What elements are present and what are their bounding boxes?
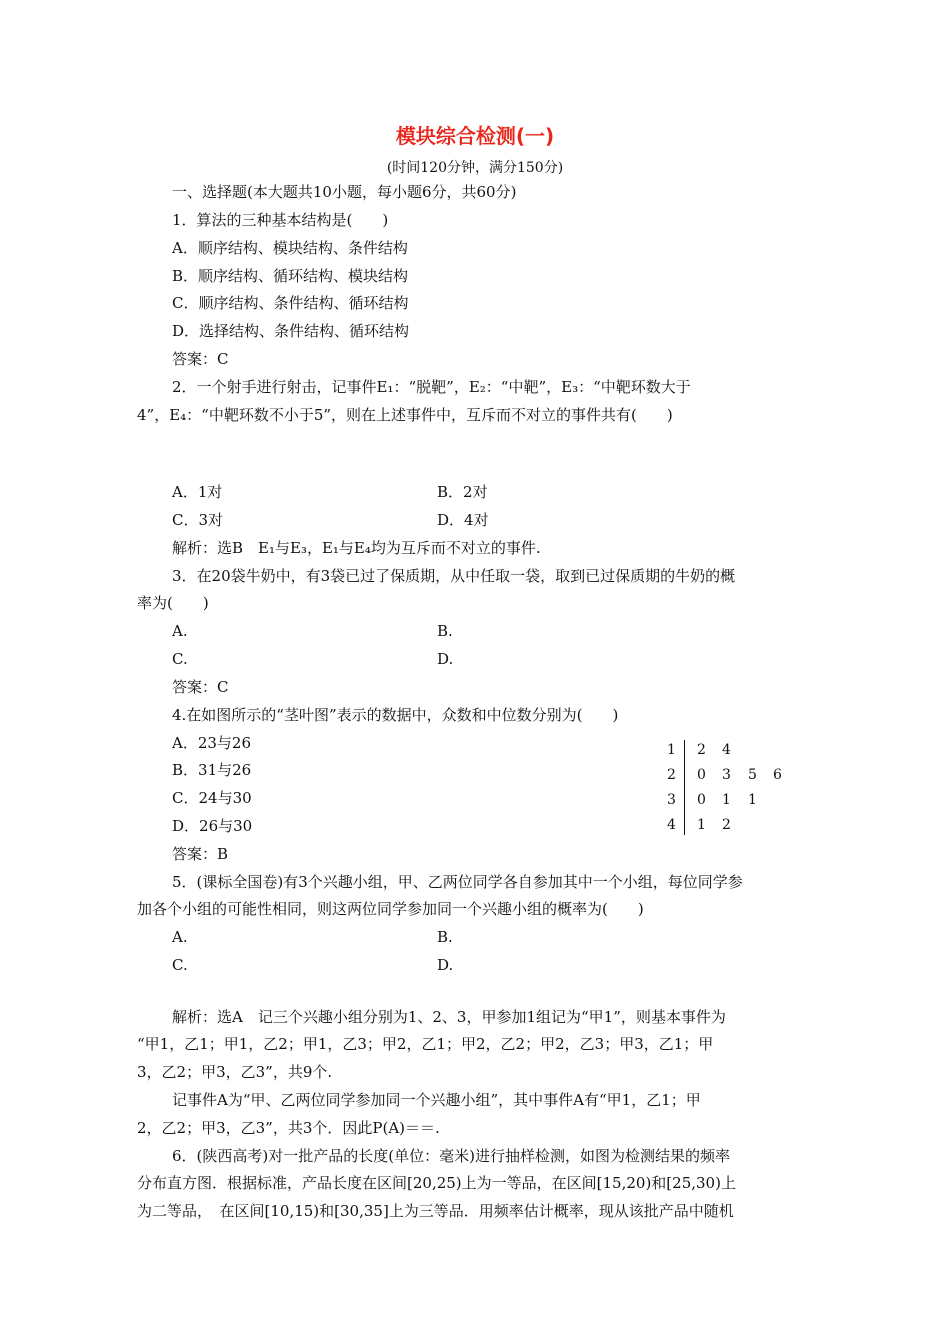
leaf-value: 2: [722, 817, 731, 833]
stem-value: 4: [667, 817, 676, 833]
stem-value: 3: [667, 792, 676, 808]
leaf-value: 1: [697, 817, 706, 833]
q6-stem-line1: 6．(陕西高考)对一批产品的长度(单位：毫米)进行抽样检测，如图为检测结果的频率: [172, 1147, 730, 1165]
q5-option-c: C.: [172, 956, 188, 974]
q5-option-a: A.: [172, 928, 188, 946]
leaf-value: 4: [722, 742, 731, 758]
q2-option-a: A．1对: [172, 483, 223, 501]
q2-option-b: B．2对: [437, 483, 488, 501]
leaf-value: 3: [722, 767, 731, 783]
leaf-value: 1: [748, 792, 757, 808]
q3-option-c: C.: [172, 650, 188, 668]
q2-analysis: 解析：选B E₁与E₃，E₁与E₄均为互斥而不对立的事件.: [172, 539, 541, 557]
q2-option-d: D．4对: [437, 511, 489, 529]
q5-analysis-line5: 2，乙2；甲3，乙3”，共3个．因此P(A)＝＝.: [137, 1119, 440, 1137]
q5-analysis-line3: 3，乙2；甲3，乙3”，共9个.: [137, 1063, 333, 1081]
stem-value: 1: [667, 742, 676, 758]
q3-stem-line1: 3．在20袋牛奶中，有3袋已过了保质期，从中任取一袋，取到已过保质期的牛奶的概: [172, 567, 736, 585]
q5-stem-line1: 5．(课标全国卷)有3个兴趣小组，甲、乙两位同学各自参加其中一个小组，每位同学参: [172, 873, 743, 891]
stem-leaf-plot: [660, 738, 820, 838]
q3-answer: 答案：C: [172, 678, 229, 696]
q5-analysis-line1: 解析：选A 记三个兴趣小组分别为1、2、3，甲参加1组记为“甲1”，则基本事件为: [172, 1008, 726, 1026]
q2-stem-line2: 4”，E₄：“中靶环数不小于5”，则在上述事件中，互斥而不对立的事件共有( ): [137, 406, 673, 424]
q1-stem: 1．算法的三种基本结构是( ): [172, 211, 389, 229]
leaf-value: 0: [697, 792, 706, 808]
q4-option-b: B．31与26: [172, 761, 252, 779]
leaf-value: 2: [697, 742, 706, 758]
q4-option-d: D．26与30: [172, 817, 253, 835]
section-heading: 一、选择题(本大题共10小题，每小题6分，共60分): [172, 183, 517, 201]
stem-leaf-divider: [684, 740, 685, 835]
q4-option-a: A．23与26: [172, 734, 252, 752]
leaf-value: 5: [748, 767, 757, 783]
q1-answer: 答案：C: [172, 350, 229, 368]
q1-option-a: A．顺序结构、模块结构、条件结构: [172, 239, 408, 257]
q4-answer: 答案：B: [172, 845, 229, 863]
q2-stem-line1: 2．一个射手进行射击，记事件E₁：“脱靶”，E₂：“中靶”，E₃：“中靶环数大于: [172, 378, 691, 396]
page-title: 模块综合检测(一): [395, 124, 555, 148]
q5-option-b: B.: [437, 928, 453, 946]
q3-option-b: B.: [437, 622, 453, 640]
q4-stem: 4.在如图所示的“茎叶图”表示的数据中，众数和中位数分别为( ): [172, 706, 619, 724]
leaf-value: 1: [722, 792, 731, 808]
q6-stem-line2: 分布直方图．根据标准，产品长度在区间[20,25)上为一等品，在区间[15,20)和[25,30)上: [137, 1174, 736, 1192]
q6-stem-line3: 为二等品， 在区间[10,15)和[30,35]上为三等品．用频率估计概率，现从该批产品中随机: [137, 1202, 734, 1220]
q5-analysis-line2: “甲1，乙1；甲1，乙2；甲1，乙3；甲2，乙1；甲2，乙2；甲2，乙3；甲3，乙1；甲: [137, 1035, 714, 1053]
q1-option-d: D．选择结构、条件结构、循环结构: [172, 322, 410, 340]
q2-option-c: C．3对: [172, 511, 224, 529]
q1-option-c: C．顺序结构、条件结构、循环结构: [172, 294, 409, 312]
q5-analysis-line4: 记事件A为“甲、乙两位同学参加同一个兴趣小组”，其中事件A有“甲1，乙1；甲: [172, 1091, 701, 1109]
q4-option-c: C．24与30: [172, 789, 252, 807]
q1-option-b: B．顺序结构、循环结构、模块结构: [172, 267, 409, 285]
q3-stem-line2: 率为( ): [137, 594, 209, 612]
q3-option-d: D.: [437, 650, 454, 668]
page-subtitle: (时间120分钟，满分150分): [386, 160, 564, 176]
stem-value: 2: [667, 767, 676, 783]
leaf-value: 0: [697, 767, 706, 783]
q5-stem-line2: 加各个小组的可能性相同，则这两位同学参加同一个兴趣小组的概率为( ): [137, 900, 644, 918]
q3-option-a: A.: [172, 622, 188, 640]
q5-option-d: D.: [437, 956, 454, 974]
leaf-value: 6: [773, 767, 782, 783]
